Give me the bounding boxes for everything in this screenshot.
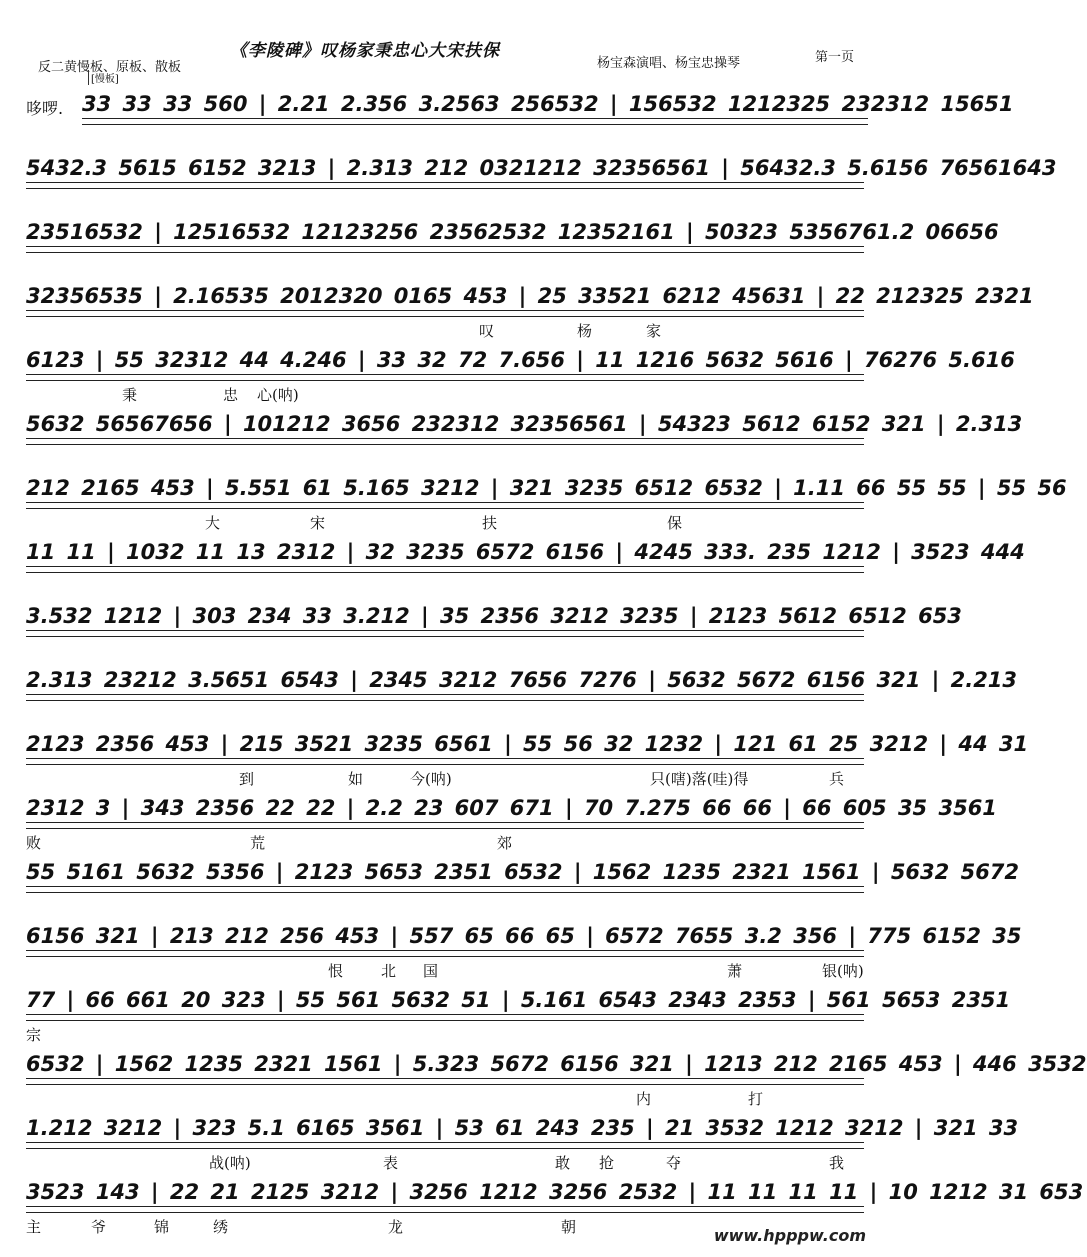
jianpu-notes: 11 11 | 1032 11 13 2312 | 32 3235 6572 6156 | 4245 333. 235 1212 | 3523 444 — [26, 540, 1025, 564]
beam-lines — [26, 1206, 864, 1213]
lyric-text: 爷 — [91, 1218, 107, 1236]
lyric-text: 我 — [829, 1154, 845, 1172]
notation-row — [26, 668, 1018, 708]
jianpu-notes: 77 | 66 661 20 323 | 55 561 5632 51 | 5.161 6543 2343 2353 | 561 5653 2351 — [26, 988, 1011, 1012]
beam-lines — [26, 438, 864, 445]
lyric-text: 内 — [636, 1090, 652, 1108]
beam-lines — [82, 118, 868, 125]
lyric-text: 萧 — [727, 962, 743, 980]
lyric-text: 夺 — [666, 1154, 682, 1172]
lyric-text: 败 — [26, 834, 42, 852]
lyric-text: 家 — [646, 322, 662, 340]
lyric-text: 扶 — [482, 514, 498, 532]
lyric-text: 到 — [239, 770, 255, 788]
jianpu-notes: 5432.3 5615 6152 3213 | 2.313 212 0321212 32356561 | 56432.3 5.6156 76561643 — [26, 156, 1057, 180]
lyric-text: 秉 — [122, 386, 138, 404]
lyric-text: 表 — [383, 1154, 399, 1172]
notation-row — [26, 796, 997, 852]
lyric-text: 敢 — [555, 1154, 571, 1172]
lyric-text: 战(呐) — [209, 1154, 251, 1172]
lyric-text: 荒 — [250, 834, 266, 852]
lyric-text: 忠 — [223, 386, 239, 404]
beam-lines — [26, 374, 864, 381]
jianpu-notes: 6156 321 | 213 212 256 453 | 557 65 66 65 | 6572 7655 3.2 356 | 775 6152 35 — [26, 924, 1022, 948]
lyric-text: 抢 — [599, 1154, 615, 1172]
lyric-text: 宋 — [310, 514, 326, 532]
jianpu-notes: 2123 2356 453 | 215 3521 3235 6561 | 55 56 32 1232 | 121 61 25 3212 | 44 31 — [26, 732, 1029, 756]
beam-lines — [26, 950, 864, 957]
beam-lines — [26, 310, 864, 317]
tempo-mark: [慢板] — [88, 70, 119, 85]
notation-row — [26, 156, 1057, 196]
intro-word: 哆啰. — [26, 99, 64, 118]
jianpu-notes: 23516532 | 12516532 12123256 23562532 12352161 | 50323 5356761.2 06656 — [26, 220, 999, 244]
jianpu-notes: 5632 56567656 | 101212 3656 232312 32356561 | 54323 5612 6152 321 | 2.313 — [26, 412, 1023, 436]
notation-row — [26, 220, 999, 260]
notation-row — [26, 988, 1011, 1044]
jianpu-notes: 3523 143 | 22 21 2125 3212 | 3256 1212 3256 2532 | 11 11 11 11 | 10 1212 31 653 — [26, 1180, 1084, 1204]
jianpu-notes: 1.212 3212 | 323 5.1 6165 3561 | 53 61 243 235 | 21 3532 1212 3212 | 321 33 — [26, 1116, 1019, 1140]
jianpu-notes: 6123 | 55 32312 44 4.246 | 33 32 72 7.656 | 11 1216 5632 5616 | 76276 5.616 — [26, 348, 1015, 372]
jianpu-notes: 55 5161 5632 5356 | 2123 5653 2351 6532 | 1562 1235 2321 1561 | 5632 5672 — [26, 860, 1020, 884]
lyric-text: 北 — [381, 962, 397, 980]
lyric-text: 郊 — [497, 834, 513, 852]
beam-lines — [26, 694, 864, 701]
notation-row — [26, 860, 1020, 900]
lyric-text: 银(呐) — [822, 962, 864, 980]
beam-lines — [26, 246, 864, 253]
beam-lines — [26, 886, 864, 893]
performer-credit: 杨宝森演唱、杨宝忠操琴 — [597, 56, 741, 71]
notation-row — [26, 284, 1034, 340]
lyric-text: 国 — [423, 962, 439, 980]
jianpu-notes: 2.313 23212 3.5651 6543 | 2345 3212 7656 7276 | 5632 5672 6156 321 | 2.213 — [26, 668, 1018, 692]
lyric-text: 杨 — [577, 322, 593, 340]
beam-lines — [26, 822, 864, 829]
notation-row — [26, 412, 1023, 452]
lyric-text: 大 — [205, 514, 221, 532]
beam-lines — [26, 502, 864, 509]
watermark-url: www.hpppw.com — [713, 1226, 866, 1245]
notation-row — [26, 540, 1025, 580]
beam-lines — [26, 182, 864, 189]
jianpu-notes: 32356535 | 2.16535 2012320 0165 453 | 25 33521 6212 45631 | 22 212325 2321 — [26, 284, 1034, 308]
lyric-text: 保 — [667, 514, 683, 532]
notation-row — [26, 1116, 1019, 1172]
lyric-text: 今(呐) — [410, 770, 452, 788]
notation-row — [26, 92, 1014, 132]
lyric-text: 宗 — [26, 1026, 42, 1044]
sheet-header — [0, 0, 888, 85]
lyric-text: 叹 — [479, 322, 495, 340]
tempo-subtitle: 反二黄慢板、原板、散板 — [38, 60, 182, 75]
beam-lines — [26, 1014, 864, 1021]
notation-row — [26, 924, 1022, 980]
page-number: 第一页 — [815, 50, 855, 65]
notation-row — [26, 348, 1015, 404]
lyric-text: 龙 — [388, 1218, 404, 1236]
jianpu-notes: 212 2165 453 | 5.551 61 5.165 3212 | 321 3235 6512 6532 | 1.11 66 55 55 | 55 56 — [26, 476, 1067, 500]
lyric-text: 兵 — [829, 770, 845, 788]
beam-lines — [26, 630, 864, 637]
lyric-text: 打 — [748, 1090, 764, 1108]
page-title: 《李陵碑》叹杨家秉忠心大宋扶保 — [230, 41, 500, 61]
jianpu-notes: 6532 | 1562 1235 2321 1561 | 5.323 5672 6156 321 | 1213 212 2165 453 | 446 3532 — [26, 1052, 1087, 1076]
lyric-text: 恨 — [328, 962, 344, 980]
beam-lines — [26, 1078, 864, 1085]
lyric-text: 主 — [26, 1218, 42, 1236]
lyric-text: 如 — [348, 770, 364, 788]
beam-lines — [26, 758, 864, 765]
notation-row — [26, 732, 1029, 788]
notation-row — [26, 476, 1067, 532]
lyric-text: 锦 — [154, 1218, 170, 1236]
notation-row — [26, 1052, 1087, 1108]
jianpu-notes: 33 33 33 560 | 2.21 2.356 3.2563 256532 | 156532 1212325 232312 15651 — [82, 92, 1014, 116]
lyric-text: 绣 — [213, 1218, 229, 1236]
beam-lines — [26, 1142, 864, 1149]
jianpu-notes: 3.532 1212 | 303 234 33 3.212 | 35 2356 3212 3235 | 2123 5612 6512 653 — [26, 604, 962, 628]
lyric-text: 心(呐) — [257, 386, 299, 404]
beam-lines — [26, 566, 864, 573]
lyric-text: 朝 — [561, 1218, 577, 1236]
lyric-text: 只(嗐)落(哇)得 — [650, 770, 749, 788]
notation-row — [26, 604, 962, 644]
jianpu-notes: 2312 3 | 343 2356 22 22 | 2.2 23 607 671 | 70 7.275 66 66 | 66 605 35 3561 — [26, 796, 997, 820]
